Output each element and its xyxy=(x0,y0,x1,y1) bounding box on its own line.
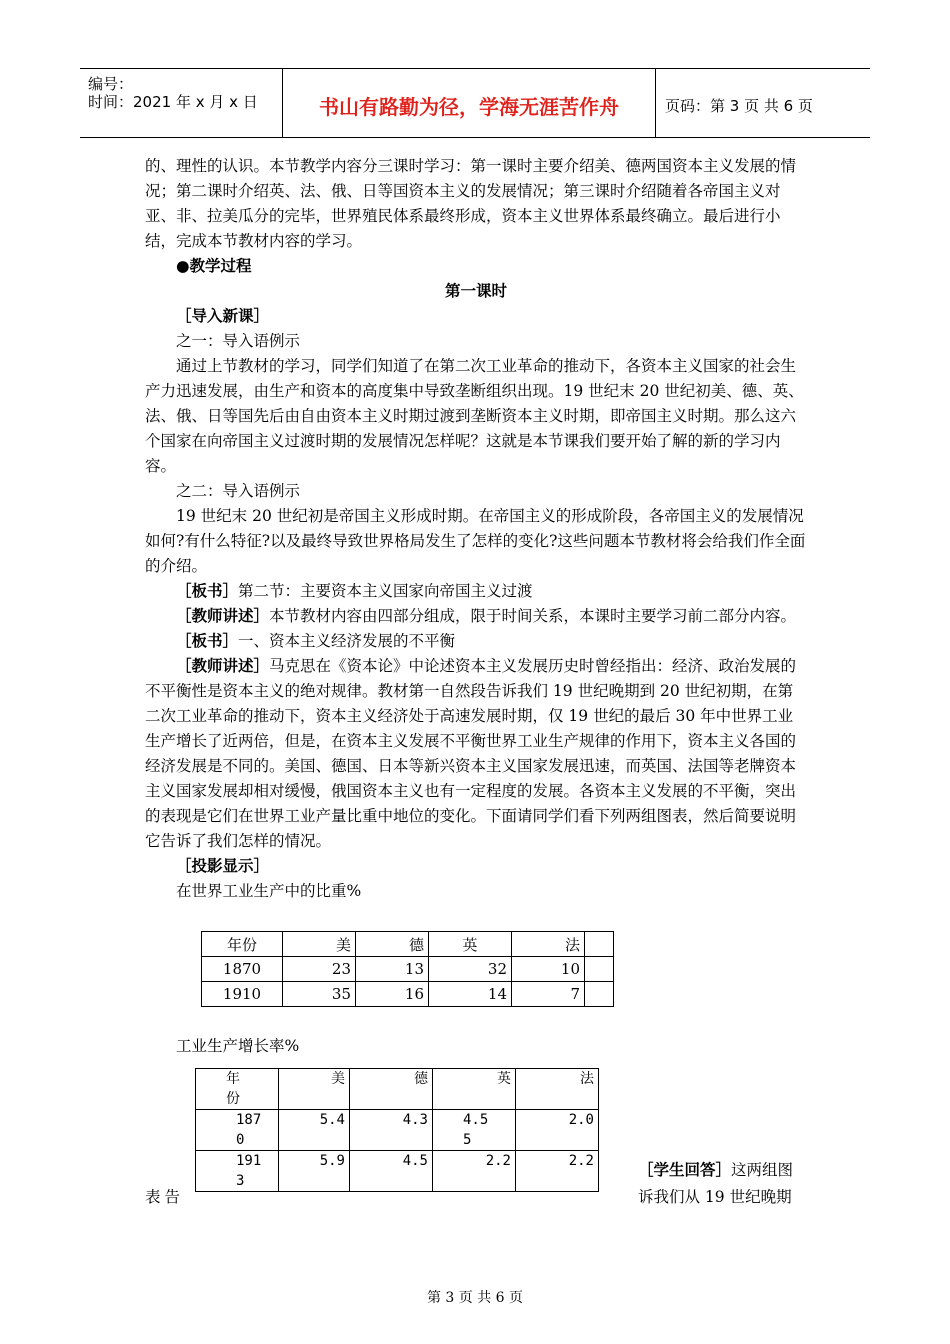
intro-heading: ［导入新课］ xyxy=(176,307,270,325)
table-cell: 187 0 xyxy=(196,1110,279,1151)
board-tag: ［板书］ xyxy=(176,632,239,650)
board-text: 第二节：主要资本主义国家向帝国主义过渡 xyxy=(238,582,533,600)
table-cell: 2.2 xyxy=(433,1151,516,1192)
table-cell: 4.5 xyxy=(350,1151,433,1192)
table-cell: 2.0 xyxy=(516,1110,599,1151)
intro1-text: 通过上节教材的学习，同学们知道了在第二次工业革命的推动下，各资本主义国家的社会生产力迅速发展，由生产和资本的高度集中导致垄断组织出现。19 世纪末 20 世纪初美、德、英、法、俄、日等国先后由自由资本主义时期过渡到垄断资本主义时期，即帝国主义时期。那么这六个国家在向帝国主义过渡时期的发展情况怎样呢？这就是本节课我们要开始了解的新的学习内容。 xyxy=(145,357,804,475)
table-cell: 美 xyxy=(283,932,356,957)
table-cell: 10 xyxy=(512,957,585,982)
table-cell: 2.2 xyxy=(516,1151,599,1192)
date-label: 时间：2021 年 x 月 x 日 xyxy=(88,93,258,111)
table-cell: 4.5 5 xyxy=(433,1110,516,1151)
table-cell: 年 份 xyxy=(196,1069,279,1110)
table-cell xyxy=(585,957,614,982)
table-cell: 13 xyxy=(356,957,429,982)
teacher-note xyxy=(145,604,807,629)
table-cell: 美 xyxy=(279,1069,350,1110)
projection-tag: ［投影显示］ xyxy=(176,857,270,875)
table-cell: 23 xyxy=(283,957,356,982)
table-cell: 4.3 xyxy=(350,1110,433,1151)
paragraph: 的、理性的认识。本节教学内容分三课时学习：第一课时主要介绍美、德两国资本主义发展的情况；第二课时介绍英、法、俄、日等国资本主义的发展情况；第三课时介绍随着各帝国主义对亚、非、拉美瓜分的完毕，世界殖民体系最终形成，资本主义世界体系最终确立。最后进行小结，完成本节教材内容的学习。 xyxy=(145,157,797,250)
table-row xyxy=(196,1151,599,1192)
table-cell: 32 xyxy=(429,957,512,982)
table-cell: 5.9 xyxy=(279,1151,350,1192)
student-tag: ［学生回答］ xyxy=(638,1161,732,1179)
student-answer xyxy=(638,1158,793,1180)
code-label: 编号： xyxy=(88,75,134,93)
teacher-tag: ［教师讲述］ xyxy=(176,607,270,625)
table-cell: 1910 xyxy=(202,982,283,1007)
section-heading: ●教学过程 xyxy=(176,257,252,275)
header-motto: 书山有路勤为径，学海无涯苦作舟 xyxy=(319,95,619,119)
board-tag: ［板书］ xyxy=(176,582,239,600)
intro2-text: 19 世纪末 20 世纪初是帝国主义形成时期。在帝国主义的形成阶段，各帝国主义的发展情况如何?有什么特征?以及最终导致世界格局发生了怎样的变化?这些问题本节教材将会给我们作全面的介绍。 xyxy=(145,507,806,575)
industry-share-table xyxy=(201,931,614,1007)
board-note xyxy=(145,579,807,604)
text-fragment: 表告 xyxy=(145,1188,185,1206)
board-text: 一、资本主义经济发展的不平衡 xyxy=(238,632,456,650)
table-cell: 191 3 xyxy=(196,1151,279,1192)
page-footer: 第 3 页 共 6 页 xyxy=(426,1290,524,1306)
table-cell xyxy=(585,982,614,1007)
table-cell: 1870 xyxy=(202,957,283,982)
table-cell: 7 xyxy=(512,982,585,1007)
table-cell: 年份 xyxy=(202,932,283,957)
table-cell: 法 xyxy=(512,932,585,957)
table-row xyxy=(196,1110,599,1151)
board-note xyxy=(145,629,807,654)
student-text: 这两组图 xyxy=(731,1161,794,1179)
table-header-row xyxy=(196,1069,599,1110)
table-cell: 英 xyxy=(429,932,512,957)
header-divider xyxy=(655,69,656,137)
table-cell: 英 xyxy=(433,1069,516,1110)
table-cell: 5.4 xyxy=(279,1110,350,1151)
teacher-text: 本节教材内容由四部分组成，限于时间关系，本课时主要学习前二部分内容。 xyxy=(269,607,797,625)
teacher-tag: ［教师讲述］ xyxy=(176,657,270,675)
text-fragment: 诉我们从 19 世纪晚期 xyxy=(638,1188,792,1206)
teacher-note xyxy=(145,654,807,854)
growth-rate-table xyxy=(195,1068,599,1192)
table-header-row xyxy=(202,932,614,957)
table-cell: 35 xyxy=(283,982,356,1007)
page-header xyxy=(80,68,870,138)
intro2-label: 之二：导入语例示 xyxy=(176,482,301,500)
table-cell: 法 xyxy=(516,1069,599,1110)
intro1-label: 之一：导入语例示 xyxy=(176,332,301,350)
table-cell: 德 xyxy=(356,932,429,957)
table-cell: 14 xyxy=(429,982,512,1007)
table-row xyxy=(202,957,614,982)
table2-caption: 工业生产增长率% xyxy=(176,1037,300,1055)
lesson-title: 第一课时 xyxy=(444,282,507,300)
table-cell: 16 xyxy=(356,982,429,1007)
table-row xyxy=(202,982,614,1007)
table1-caption: 在世界工业生产中的比重% xyxy=(176,882,362,900)
teacher-text: 马克思在《资本论》中论述资本主义发展历史时曾经指出：经济、政治发展的不平衡性是资本主义的绝对规律。教材第一自然段告诉我们 19 世纪晚期到 20 世纪初期，在第二次工业革命的推动下，资本主义经济处于高速发展时期，仅 19 世纪的最后 30 年中世界工业生产增长了近两倍，但是，在资本主义发展不平衡世界工业生产规律的作用下，资本主义各国的经济发展是不同的。美国、德国、日本等新兴资本主义国家发展迅速，而英国、法国等老牌资本主义国家发展却相对缓慢，俄国资本主义也有一定程度的发展。各资本主义发展的不平衡，突出的表现是它们在世界工业产量比重中地位的变化。下面请同学们看下列两组图表，然后简要说明它告诉了我们怎样的情况。 xyxy=(145,657,797,850)
table-cell xyxy=(585,932,614,957)
table-cell: 德 xyxy=(350,1069,433,1110)
document-body xyxy=(145,154,807,904)
header-page-code: 页码：第 3 页 共 6 页 xyxy=(665,97,813,115)
header-meta xyxy=(88,75,258,111)
